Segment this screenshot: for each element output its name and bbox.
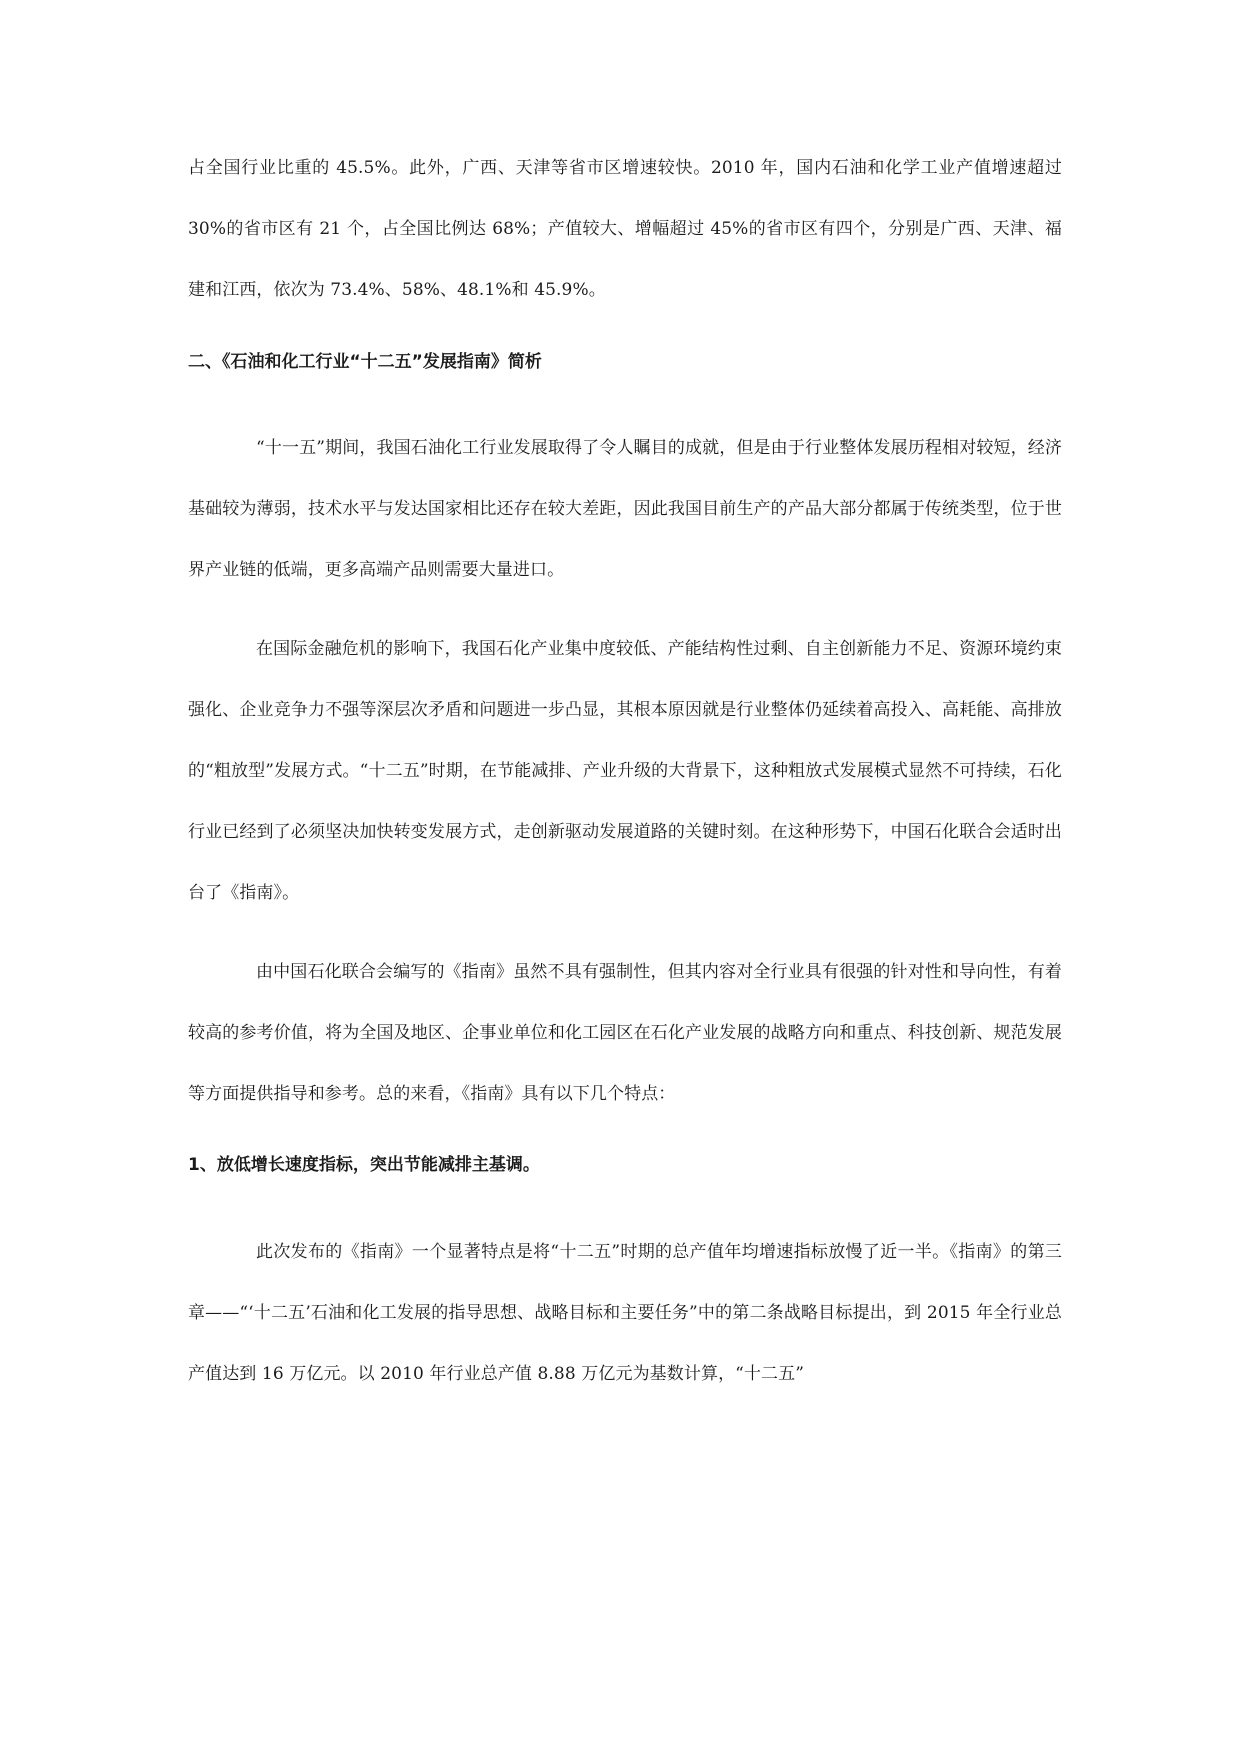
paragraph-1: “十一五”期间，我国石油化工行业发展取得了令人瞩目的成就，但是由于行业整体发展历程相对较短，经济基础较为薄弱，技术水平与发达国家相比还存在较大差距，因此我国目前生产的产品大部分都属于传统类型，位于世界产业链的低端，更多高端产品则需要大量进口。 bbox=[188, 438, 1062, 580]
paragraph-3: 由中国石化联合会编写的《指南》虽然不具有强制性，但其内容对全行业具有很强的针对性和导向性，有着较高的参考价值，将为全国及地区、企事业单位和化工园区在石化产业发展的战略方向和重点、科技创新、规范发展等方面提供指导和参考。总的来看，《指南》具有以下几个特点： bbox=[188, 962, 1062, 1104]
paragraph-4: 此次发布的《指南》一个显著特点是将“十二五”时期的总产值年均增速指标放慢了近一半。《指南》的第三章——“‘十二五’石油和化工发展的指导思想、战略目标和主要任务”中的第二条战略目标提出，到 2015 年全行业总产值达到 16 万亿元。以 2010 年行业总产值 8.88 万亿元为基数计算，“十二五” bbox=[188, 1242, 1062, 1384]
paragraph-intro: 占全国行业比重的 45.5%。此外，广西、天津等省市区增速较快。2010 年，国内石油和化学工业产值增速超过 30%的省市区有 21 个，占全国比例达 68%；产值较大、增幅超过 45%的省市区有四个，分别是广西、天津、福建和江西，依次为 73.4%、58%、48.1%和 45.9%。 bbox=[188, 158, 1062, 300]
section-heading: 二、《石油和化工行业“十二五”发展指南》简析 bbox=[188, 352, 542, 372]
point-heading: 1、放低增长速度指标，突出节能减排主基调。 bbox=[188, 1155, 540, 1175]
paragraph-2: 在国际金融危机的影响下，我国石化产业集中度较低、产能结构性过剩、自主创新能力不足、资源环境约束强化、企业竞争力不强等深层次矛盾和问题进一步凸显，其根本原因就是行业整体仍延续着高投入、高耗能、高排放的“粗放型”发展方式。“十二五”时期，在节能减排、产业升级的大背景下，这种粗放式发展模式显然不可持续，石化行业已经到了必须坚决加快转变发展方式，走创新驱动发展道路的关键时刻。在这种形势下，中国石化联合会适时出台了《指南》。 bbox=[188, 639, 1062, 903]
